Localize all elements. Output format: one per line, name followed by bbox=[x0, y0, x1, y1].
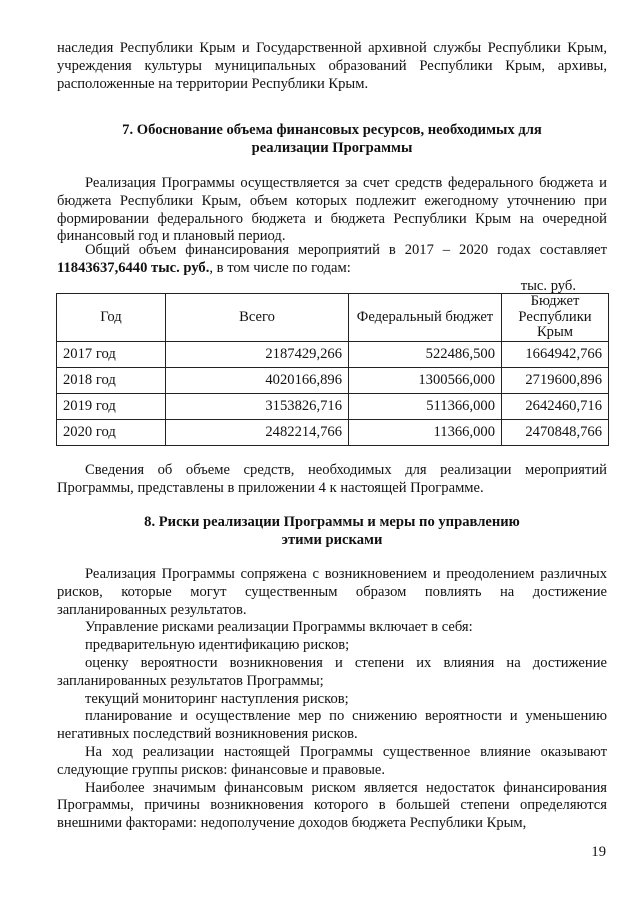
cell-federal: 511366,000 bbox=[349, 393, 502, 419]
cell-crimea: 2470848,766 bbox=[502, 419, 609, 445]
cell-total: 2187429,266 bbox=[166, 341, 349, 367]
intro-paragraph: наследия Республики Крым и Государственной архивной службы Республики Крым, учреждения культуры муниципальных образований Республики Крым, архивы, расположенные на территории Республики Крым. bbox=[57, 40, 607, 92]
header-crimea: Бюджет Республики Крым bbox=[502, 294, 609, 342]
table-row bbox=[57, 393, 609, 419]
section-8-heading-line1: 8. Риски реализации Программы и меры по управлению bbox=[144, 514, 520, 530]
risk-paragraph-5: текущий мониторинг наступления рисков; bbox=[85, 690, 349, 707]
table-row bbox=[57, 341, 609, 367]
cell-federal: 1300566,000 bbox=[349, 367, 502, 393]
header-federal: Федеральный бюджет bbox=[349, 294, 502, 342]
cell-total: 2482214,766 bbox=[166, 419, 349, 445]
table-unit-label: тыс. руб. bbox=[520, 278, 576, 294]
section-7-heading-line2: реализации Программы bbox=[251, 139, 413, 156]
table-row bbox=[57, 367, 609, 393]
header-year: Год bbox=[57, 294, 166, 342]
table-row bbox=[57, 419, 609, 445]
funding-table bbox=[56, 293, 609, 446]
risk-paragraph-7: На ход реализации настоящей Программы существенное влияние оказывают следующие группы рисков: финансовые и правовые. bbox=[57, 743, 607, 778]
header-total: Всего bbox=[166, 294, 349, 342]
total-funding-text: Общий объем финансирования мероприятий в 2017 – 2020 годах составляет bbox=[85, 242, 607, 258]
cell-crimea: 2719600,896 bbox=[502, 367, 609, 393]
section-7-paragraph-2 bbox=[57, 242, 607, 278]
section-8-heading bbox=[57, 514, 607, 550]
page-number: 19 bbox=[591, 844, 606, 860]
cell-year: 2018 год bbox=[57, 367, 166, 393]
cell-year: 2017 год bbox=[57, 341, 166, 367]
cell-crimea: 1664942,766 bbox=[502, 341, 609, 367]
risk-paragraph-3: предварительную идентификацию рисков; bbox=[85, 637, 350, 654]
cell-total: 4020166,896 bbox=[166, 367, 349, 393]
risk-paragraph-6: планирование и осуществление мер по снижению вероятности и уменьшению негативных последствий возникновения рисков. bbox=[57, 708, 607, 743]
total-funding-text-tail: , в том числе по годам: bbox=[209, 259, 351, 276]
risk-paragraph-1: Реализация Программы сопряжена с возникновением и преодолением различных рисков, которые могут существенным образом повлиять на достижение запланированных результатов. bbox=[57, 566, 607, 618]
section-7-paragraph-1: Реализация Программы осуществляется за счет средств федерального бюджета и бюджета Республики Крым, объем которых подлежит ежегодному уточнению при формировании федерального бюджета и бюджета Республики Крым на очередной финансовый год и плановый период. bbox=[57, 175, 607, 245]
section-7-heading-line1: 7. Обоснование объема финансовых ресурсов, необходимых для bbox=[122, 122, 542, 138]
risk-paragraph-2: Управление рисками реализации Программы включает в себя: bbox=[85, 619, 473, 636]
section-7-after-table-paragraph: Сведения об объеме средств, необходимых для реализации мероприятий Программы, представлены в приложении 4 к настоящей Программе. bbox=[57, 462, 607, 496]
risk-paragraph-4: оценку вероятности возникновения и степени их влияния на достижение запланированных результатов Программы; bbox=[57, 654, 607, 689]
cell-year: 2019 год bbox=[57, 393, 166, 419]
total-funding-amount: 11843637,6440 тыс. руб. bbox=[57, 259, 210, 276]
cell-crimea: 2642460,716 bbox=[502, 393, 609, 419]
cell-total: 3153826,716 bbox=[166, 393, 349, 419]
cell-year: 2020 год bbox=[57, 419, 166, 445]
section-8-paragraphs bbox=[57, 566, 607, 833]
section-7-heading bbox=[57, 122, 607, 158]
cell-federal: 11366,000 bbox=[349, 419, 502, 445]
table-header-row bbox=[57, 294, 609, 342]
cell-federal: 522486,500 bbox=[349, 341, 502, 367]
risk-paragraph-8: Наиболее значимым финансовым риском является недостаток финансирования Программы, причины возникновения которого в большей степени определяются внешними факторами: недополучение доходов бюджета Республики Крым, bbox=[57, 779, 607, 832]
section-8-heading-line2: этими рисками bbox=[281, 531, 383, 548]
